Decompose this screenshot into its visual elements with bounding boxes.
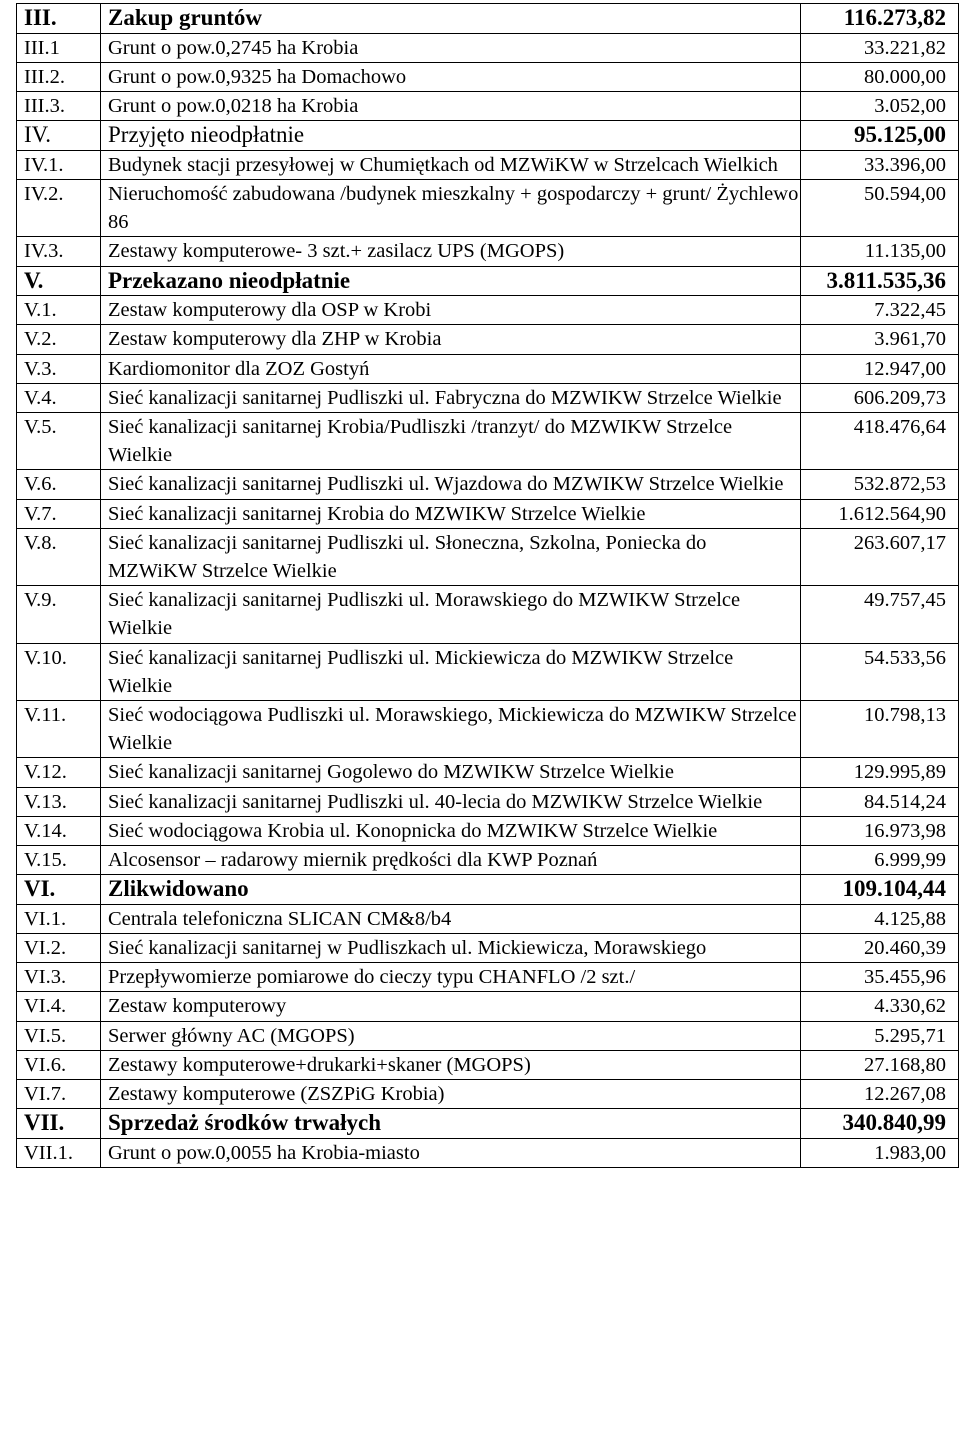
- row-description: Sieć kanalizacji sanitarnej Pudliszki ul. 40-lecia do MZWIKW Strzelce Wielkie: [101, 787, 801, 816]
- row-description: Sieć kanalizacji sanitarnej Pudliszki ul. Mickiewicza do MZWIKW Strzelce Wielkie: [101, 643, 801, 700]
- row-description: Centrala telefoniczna SLICAN CM&8/b4: [101, 904, 801, 933]
- section-title: Przyjęto nieodpłatnie: [101, 121, 801, 151]
- table-row: [17, 62, 959, 91]
- row-amount: 16.973,98: [801, 816, 959, 845]
- row-number: IV.1.: [17, 150, 101, 179]
- table-row: [17, 528, 959, 585]
- section-number: III.: [17, 4, 101, 34]
- row-description: Grunt o pow.0,2745 ha Krobia: [101, 33, 801, 62]
- table-row: [17, 1080, 959, 1109]
- row-number: VI.6.: [17, 1050, 101, 1079]
- row-description: Zestaw komputerowy dla ZHP w Krobia: [101, 325, 801, 354]
- row-number: V.1.: [17, 296, 101, 325]
- table-row: [17, 816, 959, 845]
- row-amount: 129.995,89: [801, 758, 959, 787]
- table-row: [17, 150, 959, 179]
- row-amount: 606.209,73: [801, 383, 959, 412]
- row-number: V.7.: [17, 499, 101, 528]
- row-amount: 4.125,88: [801, 904, 959, 933]
- row-amount: 33.396,00: [801, 150, 959, 179]
- row-amount: 1.983,00: [801, 1138, 959, 1167]
- row-description: Zestawy komputerowe (ZSZPiG Krobia): [101, 1080, 801, 1109]
- row-description: Sieć kanalizacji sanitarnej Krobia/Pudliszki /tranzyt/ do MZWIKW Strzelce Wielkie: [101, 413, 801, 470]
- table-row: [17, 701, 959, 758]
- section-row: [17, 266, 959, 296]
- row-number: V.14.: [17, 816, 101, 845]
- section-title: Zakup gruntów: [101, 4, 801, 34]
- section-total: 109.104,44: [801, 875, 959, 905]
- table-row: [17, 296, 959, 325]
- table-row: [17, 92, 959, 121]
- row-amount: 80.000,00: [801, 62, 959, 91]
- row-description: Sieć kanalizacji sanitarnej Pudliszki ul. Słoneczna, Szkolna, Poniecka do MZWiKW Strzelce Wielkie: [101, 528, 801, 585]
- table-row: [17, 33, 959, 62]
- row-amount: 1.612.564,90: [801, 499, 959, 528]
- row-amount: 418.476,64: [801, 413, 959, 470]
- row-number: V.15.: [17, 846, 101, 875]
- row-number: IV.2.: [17, 180, 101, 237]
- row-number: V.2.: [17, 325, 101, 354]
- table-row: [17, 963, 959, 992]
- row-number: VI.2.: [17, 934, 101, 963]
- section-total: 340.840,99: [801, 1109, 959, 1139]
- table-row: [17, 643, 959, 700]
- row-amount: 6.999,99: [801, 846, 959, 875]
- table-row: [17, 1021, 959, 1050]
- row-amount: 532.872,53: [801, 470, 959, 499]
- table-row: [17, 1138, 959, 1167]
- table-row: [17, 180, 959, 237]
- row-description: Sieć kanalizacji sanitarnej w Pudliszkach ul. Mickiewicza, Morawskiego: [101, 934, 801, 963]
- row-number: V.10.: [17, 643, 101, 700]
- table-row: [17, 1050, 959, 1079]
- row-amount: 12.947,00: [801, 354, 959, 383]
- row-number: VI.3.: [17, 963, 101, 992]
- section-number: VI.: [17, 875, 101, 905]
- section-title: Przekazano nieodpłatnie: [101, 266, 801, 296]
- section-row: [17, 875, 959, 905]
- table-row: [17, 787, 959, 816]
- section-number: IV.: [17, 121, 101, 151]
- section-title: Sprzedaż środków trwałych: [101, 1109, 801, 1139]
- row-amount: 3.052,00: [801, 92, 959, 121]
- row-number: III.3.: [17, 92, 101, 121]
- row-description: Zestaw komputerowy: [101, 992, 801, 1021]
- row-description: Sieć kanalizacji sanitarnej Krobia do MZWIKW Strzelce Wielkie: [101, 499, 801, 528]
- row-amount: 263.607,17: [801, 528, 959, 585]
- row-amount: 11.135,00: [801, 237, 959, 266]
- row-amount: 20.460,39: [801, 934, 959, 963]
- row-number: V.8.: [17, 528, 101, 585]
- row-description: Grunt o pow.0,0218 ha Krobia: [101, 92, 801, 121]
- row-amount: 5.295,71: [801, 1021, 959, 1050]
- row-amount: 49.757,45: [801, 586, 959, 643]
- table-row: [17, 470, 959, 499]
- row-description: Przepływomierze pomiarowe do cieczy typu CHANFLO /2 szt./: [101, 963, 801, 992]
- row-description: Sieć kanalizacji sanitarnej Pudliszki ul. Morawskiego do MZWIKW Strzelce Wielkie: [101, 586, 801, 643]
- row-number: VII.1.: [17, 1138, 101, 1167]
- section-total: 95.125,00: [801, 121, 959, 151]
- row-number: V.13.: [17, 787, 101, 816]
- section-row: [17, 1109, 959, 1139]
- asset-table-body: [17, 4, 959, 1168]
- row-description: Zestawy komputerowe+drukarki+skaner (MGOPS): [101, 1050, 801, 1079]
- row-number: V.12.: [17, 758, 101, 787]
- table-row: [17, 846, 959, 875]
- row-amount: 84.514,24: [801, 787, 959, 816]
- table-row: [17, 992, 959, 1021]
- section-number: V.: [17, 266, 101, 296]
- row-description: Zestawy komputerowe- 3 szt.+ zasilacz UPS (MGOPS): [101, 237, 801, 266]
- row-amount: 10.798,13: [801, 701, 959, 758]
- row-amount: 27.168,80: [801, 1050, 959, 1079]
- table-row: [17, 237, 959, 266]
- row-description: Nieruchomość zabudowana /budynek mieszkalny + gospodarczy + grunt/ Żychlewo 86: [101, 180, 801, 237]
- row-description: Sieć kanalizacji sanitarnej Gogolewo do MZWIKW Strzelce Wielkie: [101, 758, 801, 787]
- row-description: Sieć kanalizacji sanitarnej Pudliszki ul. Fabryczna do MZWIKW Strzelce Wielkie: [101, 383, 801, 412]
- row-description: Sieć kanalizacji sanitarnej Pudliszki ul. Wjazdowa do MZWIKW Strzelce Wielkie: [101, 470, 801, 499]
- row-number: V.4.: [17, 383, 101, 412]
- asset-table: [16, 3, 959, 1168]
- row-amount: 33.221,82: [801, 33, 959, 62]
- row-number: VI.7.: [17, 1080, 101, 1109]
- row-number: VI.1.: [17, 904, 101, 933]
- row-description: Kardiomonitor dla ZOZ Gostyń: [101, 354, 801, 383]
- row-amount: 54.533,56: [801, 643, 959, 700]
- row-amount: 3.961,70: [801, 325, 959, 354]
- row-amount: 50.594,00: [801, 180, 959, 237]
- row-number: VI.5.: [17, 1021, 101, 1050]
- row-number: V.11.: [17, 701, 101, 758]
- section-number: VII.: [17, 1109, 101, 1139]
- table-row: [17, 934, 959, 963]
- row-description: Sieć wodociągowa Pudliszki ul. Morawskiego, Mickiewicza do MZWIKW Strzelce Wielkie: [101, 701, 801, 758]
- row-description: Alcosensor – radarowy miernik prędkości dla KWP Poznań: [101, 846, 801, 875]
- table-row: [17, 383, 959, 412]
- section-total: 116.273,82: [801, 4, 959, 34]
- row-number: V.9.: [17, 586, 101, 643]
- table-row: [17, 758, 959, 787]
- row-amount: 4.330,62: [801, 992, 959, 1021]
- row-number: IV.3.: [17, 237, 101, 266]
- row-description: Grunt o pow.0,0055 ha Krobia-miasto: [101, 1138, 801, 1167]
- row-description: Zestaw komputerowy dla OSP w Krobi: [101, 296, 801, 325]
- section-row: [17, 121, 959, 151]
- table-row: [17, 586, 959, 643]
- row-number: III.2.: [17, 62, 101, 91]
- table-row: [17, 325, 959, 354]
- row-number: V.5.: [17, 413, 101, 470]
- row-number: VI.4.: [17, 992, 101, 1021]
- row-description: Sieć wodociągowa Krobia ul. Konopnicka do MZWIKW Strzelce Wielkie: [101, 816, 801, 845]
- row-amount: 35.455,96: [801, 963, 959, 992]
- row-description: Budynek stacji przesyłowej w Chumiętkach od MZWiKW w Strzelcach Wielkich: [101, 150, 801, 179]
- section-row: [17, 4, 959, 34]
- row-amount: 12.267,08: [801, 1080, 959, 1109]
- table-row: [17, 499, 959, 528]
- section-title: Zlikwidowano: [101, 875, 801, 905]
- section-total: 3.811.535,36: [801, 266, 959, 296]
- row-number: V.3.: [17, 354, 101, 383]
- row-description: Serwer główny AC (MGOPS): [101, 1021, 801, 1050]
- table-row: [17, 413, 959, 470]
- row-amount: 7.322,45: [801, 296, 959, 325]
- row-number: V.6.: [17, 470, 101, 499]
- row-description: Grunt o pow.0,9325 ha Domachowo: [101, 62, 801, 91]
- row-number: III.1: [17, 33, 101, 62]
- table-row: [17, 354, 959, 383]
- table-row: [17, 904, 959, 933]
